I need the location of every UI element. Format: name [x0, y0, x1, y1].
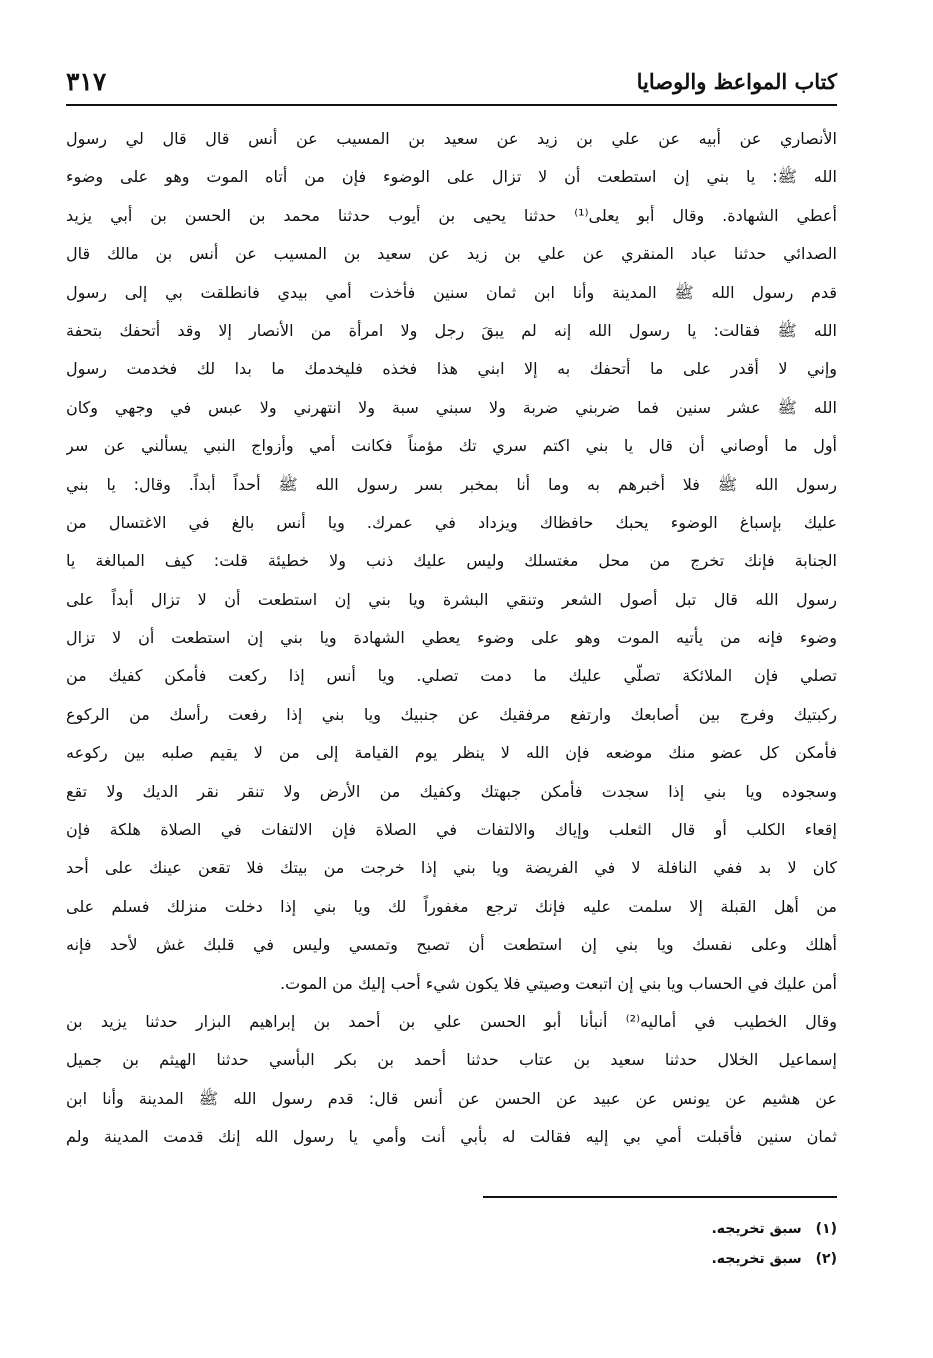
text-line: رسول الله ﷺ فلا أخبرهم به وما أنا بمخبر بسر رسول الله ﷺ أحداً أبداً. وقال: يا بني: [66, 474, 837, 494]
footnote-item: [437, 1244, 837, 1274]
text-line: الله ﷺ: يا بني إن استطعت أن لا تزال على الوضوء فإن من أتاه الموت وهو على وضوء: [66, 167, 837, 187]
text-line: وسجوده ويا بني إذا سجدت فأمكن جبهتك وكفيك من الأرض ولا تنقر نقر الديك ولا تقع: [66, 781, 837, 801]
text-line: إقعاء الكلب أو قال الثعلب وإياك والالتفات في الصلاة فإن الالتفات في الصلاة هلكة فإن: [66, 820, 837, 840]
text-line: الأنصاري عن أبيه عن علي بن زيد عن سعيد بن المسيب عن أنس قال قال لي رسول: [66, 129, 837, 148]
text-line: من أهل القبلة إلا سلمت عليه فإنك ترجع مغفوراً لك ويا بني إذا دخلت منزلك فسلم على: [66, 896, 837, 916]
footnote-text: سبق تخريجه.: [711, 1221, 802, 1237]
text-line: أعطي الشهادة. وقال أبو يعلى⁽¹⁾ حدثنا يحيى بن أيوب حدثنا محمد بن الحسن بن أبي يزيد: [66, 205, 837, 225]
text-line: وضوء فإنه من يأتيه الموت وهو على وضوء يعطي الشهادة ويا بني إن استطعت أن لا تزال: [66, 628, 837, 648]
text-line: الله ﷺ فقالت: يا رسول الله إنه لم يبقَ رجل ولا امرأة من الأنصار إلا وقد أتحفك بتحفة: [66, 320, 837, 340]
text-line: قدم رسول الله ﷺ المدينة وأنا ابن ثمان سنين فأخذت أمي بيدي فانطلقت بي إلى رسول: [66, 282, 837, 302]
text-line: الصدائي حدثنا عباد المنقري عن علي بن زيد عن سعيد بن المسيب عن أنس بن مالك قال: [66, 244, 837, 264]
text-line: عن هشيم عن يونس عن عبيد عن الحسن عن أنس قال: قدم رسول الله ﷺ المدينة وأنا ابن: [66, 1088, 837, 1108]
text-line: وقال الخطيب في أماليه⁽²⁾ أنبأنا أبو الحسن علي بن أحمد بن إبراهيم البزار حدثنا يزيد بن: [66, 1011, 837, 1031]
text-line: عليك بإسباغ الوضوء يحبك حافظاك ويزداد في عمرك. ويا أنس بالغ في الاغتسال من: [66, 512, 837, 532]
footnote-marker: (١): [815, 1221, 837, 1237]
page-number: ٣١٧: [66, 66, 107, 96]
page-header: [66, 58, 837, 104]
main-text: [66, 120, 837, 1157]
header-divider: [66, 104, 837, 106]
footnotes: [437, 1214, 837, 1274]
text-line: رسول الله قال تبل أصول الشعر وتنقي البشرة ويا بني إن استطعت أن لا تزال أبداً على: [66, 589, 837, 609]
text-line: ثمان سنين فأقبلت أمي بي إليه فقالت له بأبي أنت وأمي يا رسول الله إنك قدمت المدينة ولم: [66, 1127, 837, 1147]
footnote-item: [437, 1214, 837, 1244]
text-line: الله ﷺ عشر سنين فما ضربني ضربة ولا سبني سبة ولا انتهرني ولا عبس في وجهي وكان: [66, 397, 837, 417]
footnote-divider: [483, 1196, 837, 1198]
running-title: كتاب المواعظ والوصايا: [636, 68, 837, 94]
text-line: إسماعيل الخلال حدثنا سعيد بن عتاب حدثنا أحمد بن بكر البأسي حدثنا الهيثم بن جميل: [66, 1050, 837, 1070]
footnote-marker: (٢): [815, 1251, 837, 1267]
text-line: الجنابة فإنك تخرج من محل مغتسلك وليس عليك ذنب ولا خطيئة قلت: كيف المبالغة يا: [66, 551, 837, 571]
text-line: أول ما أوصاني أن قال يا بني اكتم سري تك مؤمناً فكانت أمي وأزواج النبي يسألني عن سر: [66, 436, 837, 456]
text-line: ركبتيك وفرج بين أصابعك وارتفع مرفقيك عن جنبيك ويا بني إذا رفعت رأسك من الركوع: [66, 704, 837, 724]
text-line: أهلك وعلى نفسك ويا بني إن استطعت أن تصبح وتمسي وليس في قلبك غش لأحد فإنه: [66, 935, 837, 955]
text-line: تصلي فإن الملائكة تصلّي عليك ما دمت تصلي. ويا أنس إذا ركعت فأمكن كفيك من: [66, 666, 837, 686]
footnote-text: سبق تخريجه.: [711, 1251, 802, 1267]
text-line: أمن عليك في الحساب ويا بني إن اتبعت وصيتي فلا يكون شيء أحب إليك من الموت.: [280, 973, 837, 993]
text-line: فأمكن كل عضو منك موضعه فإن الله لا ينظر يوم القيامة إلى من لا يقيم صلبه بين ركوعه: [66, 743, 837, 763]
text-line: وإني لا أقدر على ما أتحفك به إلا ابني هذا فخذه فليخدمك ما بدا لك فخدمت رسول: [66, 359, 837, 379]
text-line: كان لا بد ففي النافلة لا في الفريضة ويا بني إذا خرجت من بيتك فلا تقعن عينك على أحد: [66, 858, 837, 878]
